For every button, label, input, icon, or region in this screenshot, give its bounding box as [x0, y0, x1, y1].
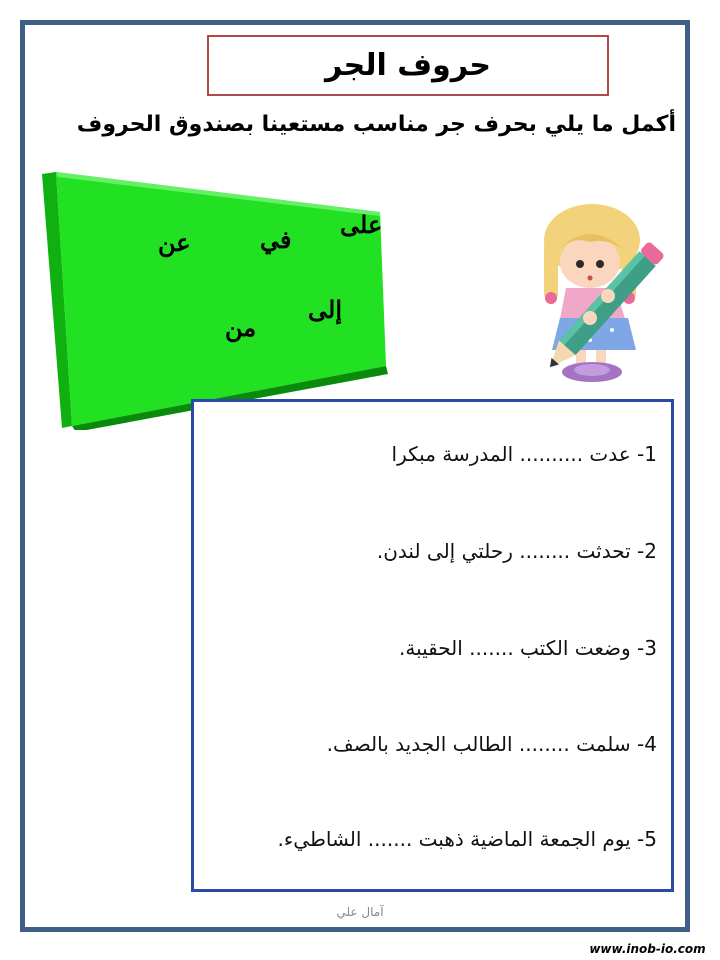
questions-box [191, 399, 674, 892]
author-credit: آمال علي [336, 905, 384, 919]
preposition-word: إلى [308, 295, 342, 324]
page-title: حروف الجر [324, 48, 492, 83]
prepositions-box [40, 170, 390, 430]
title-box [207, 35, 609, 96]
question-item: 2- تحدثت ........ رحلتي إلى لندن. [376, 539, 657, 563]
question-item: 3- وضعت الكتب ....... الحقيبة. [398, 636, 657, 660]
preposition-word: عن [158, 228, 191, 257]
instruction-text: أكمل ما يلي بحرف جر مناسب مستعينا بصندوق الحروف [76, 112, 676, 137]
question-item: 1- عدت .......... المدرسة مبكرا [391, 442, 657, 466]
website-link[interactable]: www.inob-io.com [575, 938, 720, 960]
preposition-word: من [225, 313, 257, 342]
question-item: 5- يوم الجمعة الماضية ذهبت ....... الشاطيء. [277, 827, 657, 851]
preposition-word: على [340, 210, 383, 239]
preposition-word: في [260, 225, 292, 254]
girl-with-pencil-illustration [530, 200, 670, 390]
question-item: 4- سلمت ........ الطالب الجديد بالصف. [326, 732, 657, 756]
